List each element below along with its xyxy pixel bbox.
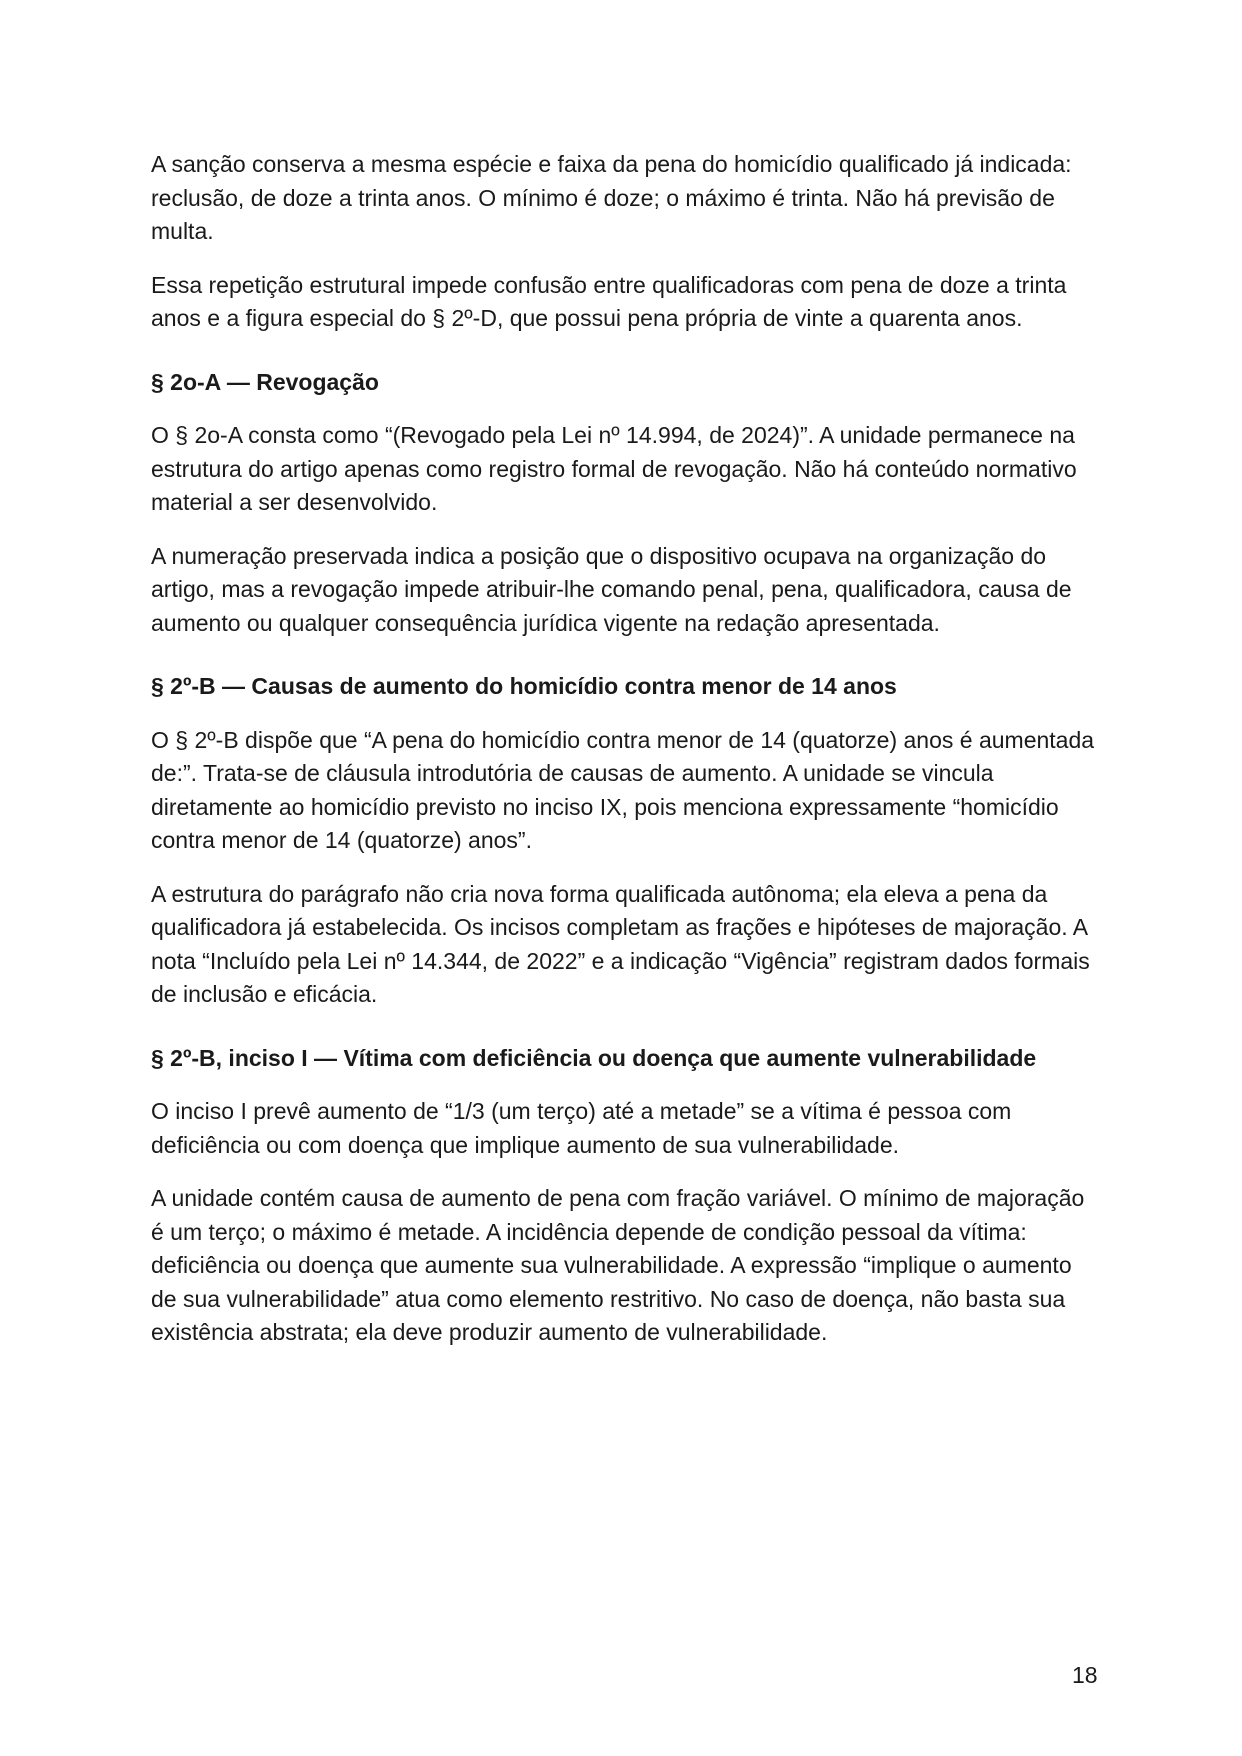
paragraph: O inciso I prevê aumento de “1/3 (um terço) até a metade” se a vítima é pessoa com deficiência ou com doença que implique aumento de sua vulnerabilidade.	[151, 1098, 1012, 1158]
paragraph: A sanção conserva a mesma espécie e faixa da pena do homicídio qualificado já indicada: reclusão, de doze a trinta anos. O mínimo é doze; o máximo é trinta. Não há previsão de multa.	[151, 151, 1072, 244]
section-heading: § 2º-B — Causas de aumento do homicídio contra menor de 14 anos	[151, 673, 897, 699]
paragraph: A estrutura do parágrafo não cria nova forma qualificada autônoma; ela eleva a pena da qualificadora já estabelecida. Os incisos completam as frações e hipóteses de majoração. A nota “Incluído pela Lei nº 14.344, de 2022” e a indicação “Vigência” registram dados formais de inclusão e eficácia.	[151, 880, 1090, 1007]
section-heading: § 2º-B, inciso I — Vítima com deficiência ou doença que aumente vulnerabilidade	[151, 1044, 1037, 1071]
page-content	[151, 148, 1101, 1370]
section-heading: § 2o-A — Revogação	[151, 368, 379, 395]
paragraph: A unidade contém causa de aumento de pena com fração variável. O mínimo de majoração é um terço; o máximo é metade. A incidência depende de condição pessoal da vítima: deficiência ou doença que aumente sua vulnerabilidade. A expressão “implique o aumento de sua vulnerabilidade” atua como elemento restritivo. No caso de doença, não basta sua existência abstrata; ela deve produzir aumento de vulnerabilidade.	[151, 1185, 1085, 1345]
page-number: 18	[1072, 1662, 1098, 1688]
paragraph: A numeração preservada indica a posição que o dispositivo ocupava na organização do artigo, mas a revogação impede atribuir-lhe comando penal, pena, qualificadora, causa de aumento ou qualquer consequência jurídica vigente na redação apresentada.	[151, 542, 1072, 636]
paragraph: O § 2o-A consta como “(Revogado pela Lei nº 14.994, de 2024)”. A unidade permanece na estrutura do artigo apenas como registro formal de revogação. Não há conteúdo normativo material a ser desenvolvido.	[151, 422, 1077, 515]
paragraph: O § 2º-B dispõe que “A pena do homicídio contra menor de 14 (quatorze) anos é aumentada de:”. Trata-se de cláusula introdutória de causas de aumento. A unidade se vincula diretamente ao homicídio previsto no inciso IX, pois menciona expressamente “homicídio contra menor de 14 (quatorze) anos”.	[151, 726, 1095, 853]
paragraph: Essa repetição estrutural impede confusão entre qualificadoras com pena de doze a trinta anos e a figura especial do § 2º-D, que possui pena própria de vinte a quarenta anos.	[151, 271, 1067, 331]
